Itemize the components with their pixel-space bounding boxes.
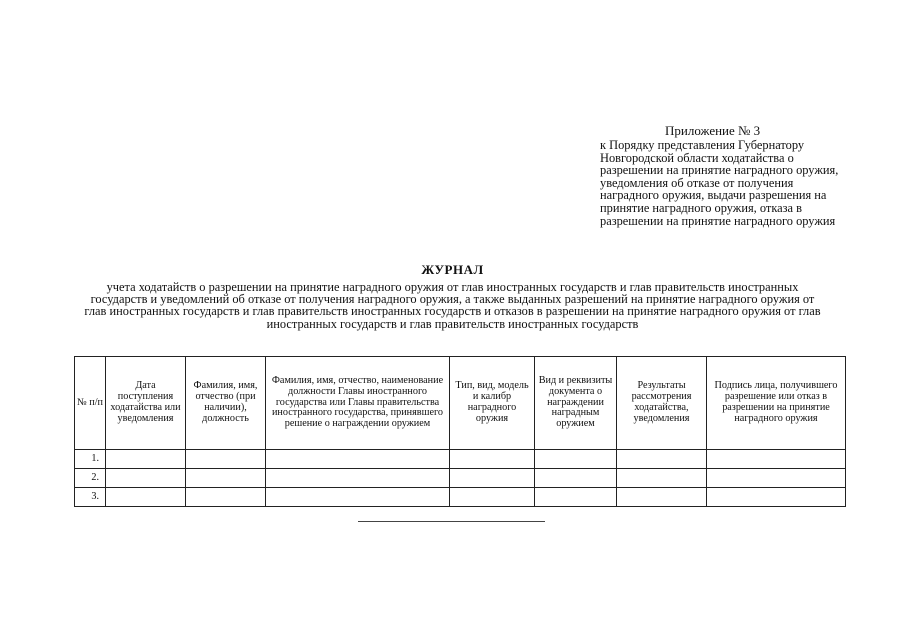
table-row [75, 450, 846, 469]
journal-title: ЖУРНАЛ [421, 262, 484, 277]
journal-table [74, 356, 846, 507]
table-cell [450, 488, 535, 507]
header-recipient-name: Фамилия, имя, отчество (при наличии), должность [186, 357, 266, 450]
table-cell [186, 469, 266, 488]
table-cell [186, 450, 266, 469]
table-cell [535, 469, 617, 488]
table-cell [617, 450, 707, 469]
table-cell [450, 450, 535, 469]
table-cell [450, 469, 535, 488]
table-cell [106, 488, 186, 507]
table-cell [266, 469, 450, 488]
table-row [75, 469, 846, 488]
table-row [75, 488, 846, 507]
table-cell [106, 469, 186, 488]
table-cell [535, 488, 617, 507]
table-header-row [75, 357, 846, 450]
table-cell-number: 3. [75, 488, 106, 507]
table-cell [707, 450, 846, 469]
header-number: № п/п [75, 357, 106, 450]
table-cell [617, 469, 707, 488]
journal-subtitle: учета ходатайств о разрешении на принятие наградного оружия от глав иностранных государств и глав правительств иностранных государств и уведомлений об отказе от получения наградного оружия, а также выданных разрешений на принятие наградного оружия от глав иностранных государств и глав правительств иностранных государств и отказов в разрешении на принятие наградного оружия от глав иностранных государств и глав правительств иностранных государств [84, 280, 821, 331]
appendix-title: Приложение № 3 [665, 123, 761, 138]
table-cell-number: 2. [75, 469, 106, 488]
table-cell [617, 488, 707, 507]
footer-divider [358, 521, 545, 522]
table-cell-number: 1. [75, 450, 106, 469]
appendix-text: к Порядку представления Губернатору Новгородской области ходатайства о разрешении на принятие наградного оружия, уведомления об отказе от получения наградного оружия, выдачи разрешения на принятие наградного оружия, отказа в разрешении на принятие наградного оружия [600, 138, 839, 228]
table-cell [707, 488, 846, 507]
table-cell [266, 450, 450, 469]
header-award-document: Вид и реквизиты документа о награждении наградным оружием [535, 357, 617, 450]
header-signature: Подпись лица, получившего разрешение или отказ в разрешении на принятие наградного оружия [707, 357, 846, 450]
header-date-received: Дата поступления ходатайства или уведомления [106, 357, 186, 450]
table-cell [707, 469, 846, 488]
header-review-result: Результаты рассмотрения ходатайства, уведомления [617, 357, 707, 450]
table-cell [535, 450, 617, 469]
table-cell [106, 450, 186, 469]
header-head-of-state-name: Фамилия, имя, отчество, наименование должности Главы иностранного государства или Главы правительства иностранного государства, принявшего решение о награждении оружием [266, 357, 450, 450]
table-cell [266, 488, 450, 507]
header-weapon-type: Тип, вид, модель и калибр наградного оружия [450, 357, 535, 450]
table-cell [186, 488, 266, 507]
